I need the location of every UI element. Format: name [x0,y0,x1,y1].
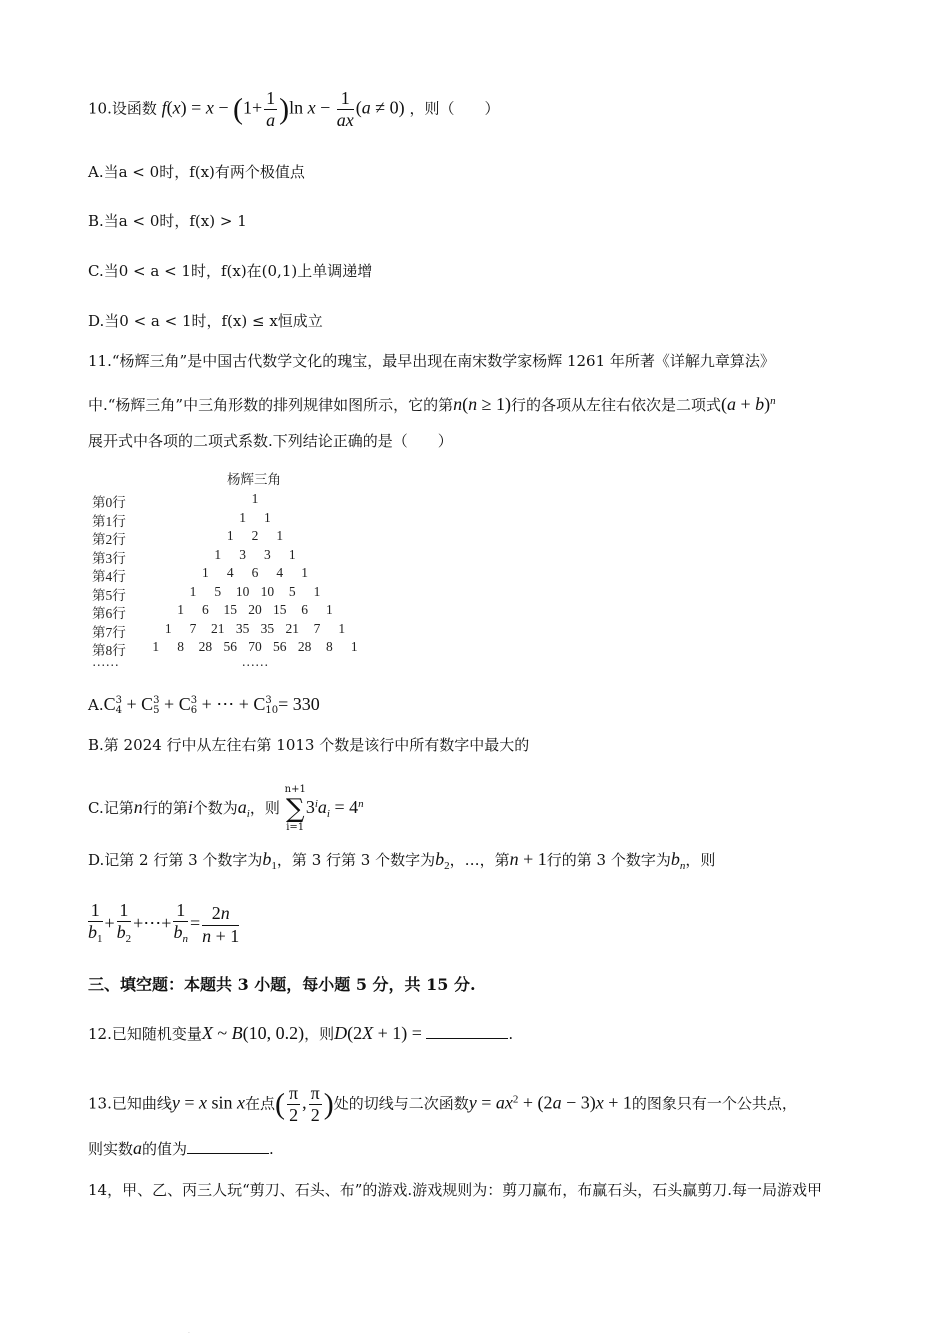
q11-option-c: C.记第n行的第i个数为$a_i$，则 n+1 ∑ i=1 $3^ia_i = 4^n$ [88,784,364,833]
q11-option-a-rhs: = 330 [278,694,320,714]
triangle-number: 1 [202,565,209,580]
triangle-number: 3 [239,546,246,562]
triangle-number: 1 [239,509,246,525]
triangle-number: 15 [223,602,237,617]
triangle-number: 6 [202,602,209,617]
triangle-number: 70 [248,639,262,654]
triangle-number: 1 [226,528,234,543]
q11-option-d-part: 行的第 3 个数字为 [546,851,671,869]
triangle-number: 56 [273,639,287,654]
answer-blank[interactable] [426,1024,508,1039]
triangle-number: 21 [285,620,299,636]
triangle-number: 15 [273,602,287,617]
triangle-row-label: 第1行 [92,513,126,529]
triangle-row-label: 第3行 [92,550,126,566]
q12-part: 12.已知随机变量 [88,1025,202,1043]
triangle-number: 7 [313,620,321,636]
triangle-number: 3 [264,546,271,562]
triangle-number: 1 [189,583,197,599]
q13-line2: 则实数a的值为 . [88,1138,274,1158]
triangle-ellipsis-left: …… [92,654,119,669]
triangle-number: 1 [338,620,346,636]
q14-line1: 14，甲、乙、丙三人玩“剪刀、石头、布”的游戏.游戏规则为：剪刀赢布，布赢石头，石头赢剪刀.每一局游戏甲 [88,1181,822,1199]
q11-option-d-part: D.记第 2 行第 3 个数字为 [88,851,263,869]
fraction: $\frac{1}{a}$ [266,88,276,130]
triangle-number: 1 [301,565,308,580]
summation-symbol: n+1 ∑ i=1 [284,784,306,833]
triangle-number: 1 [326,602,333,617]
triangle-number: 35 [235,620,250,636]
fraction: $\frac{2n}{n + 1}$ [202,902,240,946]
triangle-row-label: 第7行 [92,624,126,640]
q13-part: 的图象只有一个公共点， [631,1094,797,1113]
triangle-number: 1 [152,639,160,654]
q13-stem: 13.已知曲线y = x sin x在点( $\frac{\pi}{2}$ , $\frac{\pi}{2}$ )处的切线与二次函数$y = ax^2 + (2a - 3)x + 1$的图象只有一个公共点， [88,1083,797,1125]
section-3-heading: 三、填空题：本题共 3 小题，每小题 5 分，共 15 分. [88,975,476,994]
triangle-row-label: 第8行 [92,643,126,658]
triangle-row-label: 第6行 [92,606,126,621]
fraction: $\frac{1}{b_1}$ [88,900,103,945]
triangle-number: 10 [260,583,275,599]
triangle-number: 2 [251,528,259,543]
q13-part: 的值为 [142,1140,188,1158]
q11-line2a: 中.“杨辉三角”中三角形数的排列规律如图所示，它的第 [88,396,454,414]
triangle-number: 56 [223,639,237,654]
q13-part: 在点 [245,1094,276,1113]
triangle-number: 28 [297,639,312,654]
q10-option-d: D.当0 < a < 1时，f(x) ≤ x恒成立 [88,312,323,330]
triangle-number: 1 [177,602,184,617]
triangle-number: 8 [177,639,184,654]
q11-line3: 展开式中各项的二项式系数.下列结论正确的是（ ） [88,432,453,450]
q13-part: 13.已知曲线 [88,1094,172,1113]
triangle-number: 1 [288,546,296,562]
q13-part: 处的切线与二次函数 [333,1094,469,1113]
fraction: $\frac{1}{b_n}$ [173,900,188,945]
triangle-number: 1 [313,583,321,599]
triangle-row-label: 第2行 [92,532,126,547]
q12-part: ，则 [304,1025,335,1043]
q11-option-b: B.第 2024 行中从左往右第 1013 个数是该行中所有数字中最大的 [88,736,530,754]
q10-stem: 10.设函数 f(x) = x − (1+ $\frac{1}{a}$ )ln x − $\frac{1}{ax}$ (a ≠ 0) ，则（ ） [88,88,500,130]
triangle-number: 1 [264,509,271,525]
triangle-number: 28 [198,639,213,654]
triangle-number: 6 [251,565,259,580]
fraction: $\frac{1}{b_2}$ [116,900,132,945]
q11-option-c-part: 个数为 [192,799,238,817]
q11-option-d: D.记第 2 行第 3 个数字为$b_1$，第 3 行第 3 个数字为$b_2$，…，第n + 1行的第 3 个数字为$b_n$，则 [88,849,716,872]
triangle-number: 21 [211,620,225,636]
triangle-ellipsis-center: …… [241,654,269,669]
triangle-number: 7 [189,620,197,636]
triangle-row-label: 第5行 [92,587,126,603]
q10-label: 10.设函数 [88,99,157,118]
fraction: $\frac{\pi}{2}$ [289,1083,299,1125]
triangle-number: 35 [260,620,275,636]
q11-line1: 11.“杨辉三角”是中国古代数学文化的瑰宝，最早出现在南宋数学家杨辉 1261 年所著《详解九章算法》 [88,352,775,370]
q11-option-d-part: ，第 3 行第 3 个数字为 [276,851,436,869]
q11-option-c-part: 行的第 [142,799,188,817]
q11-line2b: 行的各项从左往右依次是二项式 [510,396,721,414]
fraction: $\frac{1}{ax}$ [336,88,354,130]
triangle-number: 6 [301,602,308,617]
answer-blank[interactable] [187,1139,269,1154]
footer-mark: · [188,1330,190,1337]
q12-stem: 12.已知随机变量X ~ B(10, 0.2)，则D(2X + 1) = . [88,1023,514,1043]
triangle-number: 20 [248,602,262,617]
q10-tail: ，则（ ） [409,99,500,118]
triangle-number: 1 [251,491,259,506]
triangle-row-label: 第4行 [92,569,126,584]
q10-option-b: B.当a < 0时，f(x) > 1 [88,212,247,230]
q11-option-d-part: ，则 [685,851,716,869]
triangle-number: 1 [276,528,284,543]
q11-option-d-formula: $\frac{1}{b_1}$ + $\frac{1}{b_2}$ +⋯+ $\frac{1}{b_n}$ = $\frac{2n}{n + 1}$ [86,900,241,950]
triangle-number: 5 [214,583,222,599]
triangle-number: 4 [276,565,284,580]
q11-line2: 中.“杨辉三角”中三角形数的排列规律如图所示，它的第n(n ≥ 1)行的各项从左往右依次是二项式$(a + b)^n$ [88,394,776,414]
triangle-number: 1 [214,546,222,562]
q10-option-a: A.当a < 0时，f(x)有两个极值点 [88,163,305,181]
triangle-number: 4 [226,565,234,580]
q13-part: 则实数 [88,1140,134,1158]
triangle-row-label: 第0行 [92,495,126,510]
triangle-title: 杨辉三角 [227,472,281,487]
q10-option-c: C.当0 < a < 1时，f(x)在(0,1)上单调递增 [88,262,373,280]
q11-option-c-part: C.记第 [88,799,134,817]
q11-option-d-part: ，…，第 [449,851,510,869]
triangle-number: 5 [288,583,296,599]
triangle-number: 1 [350,639,358,654]
yanghui-triangle-figure [92,468,372,668]
fraction: $\frac{\pi}{2}$ [310,1083,320,1125]
q11-option-c-part: ，则 [249,799,280,817]
q11-option-a-label: A. [88,696,104,714]
q11-option-a: A.C 3 4 + C 3 5 + C 3 6 + ⋯ + C 3 10 = 330 [88,694,320,716]
triangle-number: 8 [326,639,333,654]
triangle-number: 1 [164,620,172,636]
triangle-number: 10 [235,583,250,599]
